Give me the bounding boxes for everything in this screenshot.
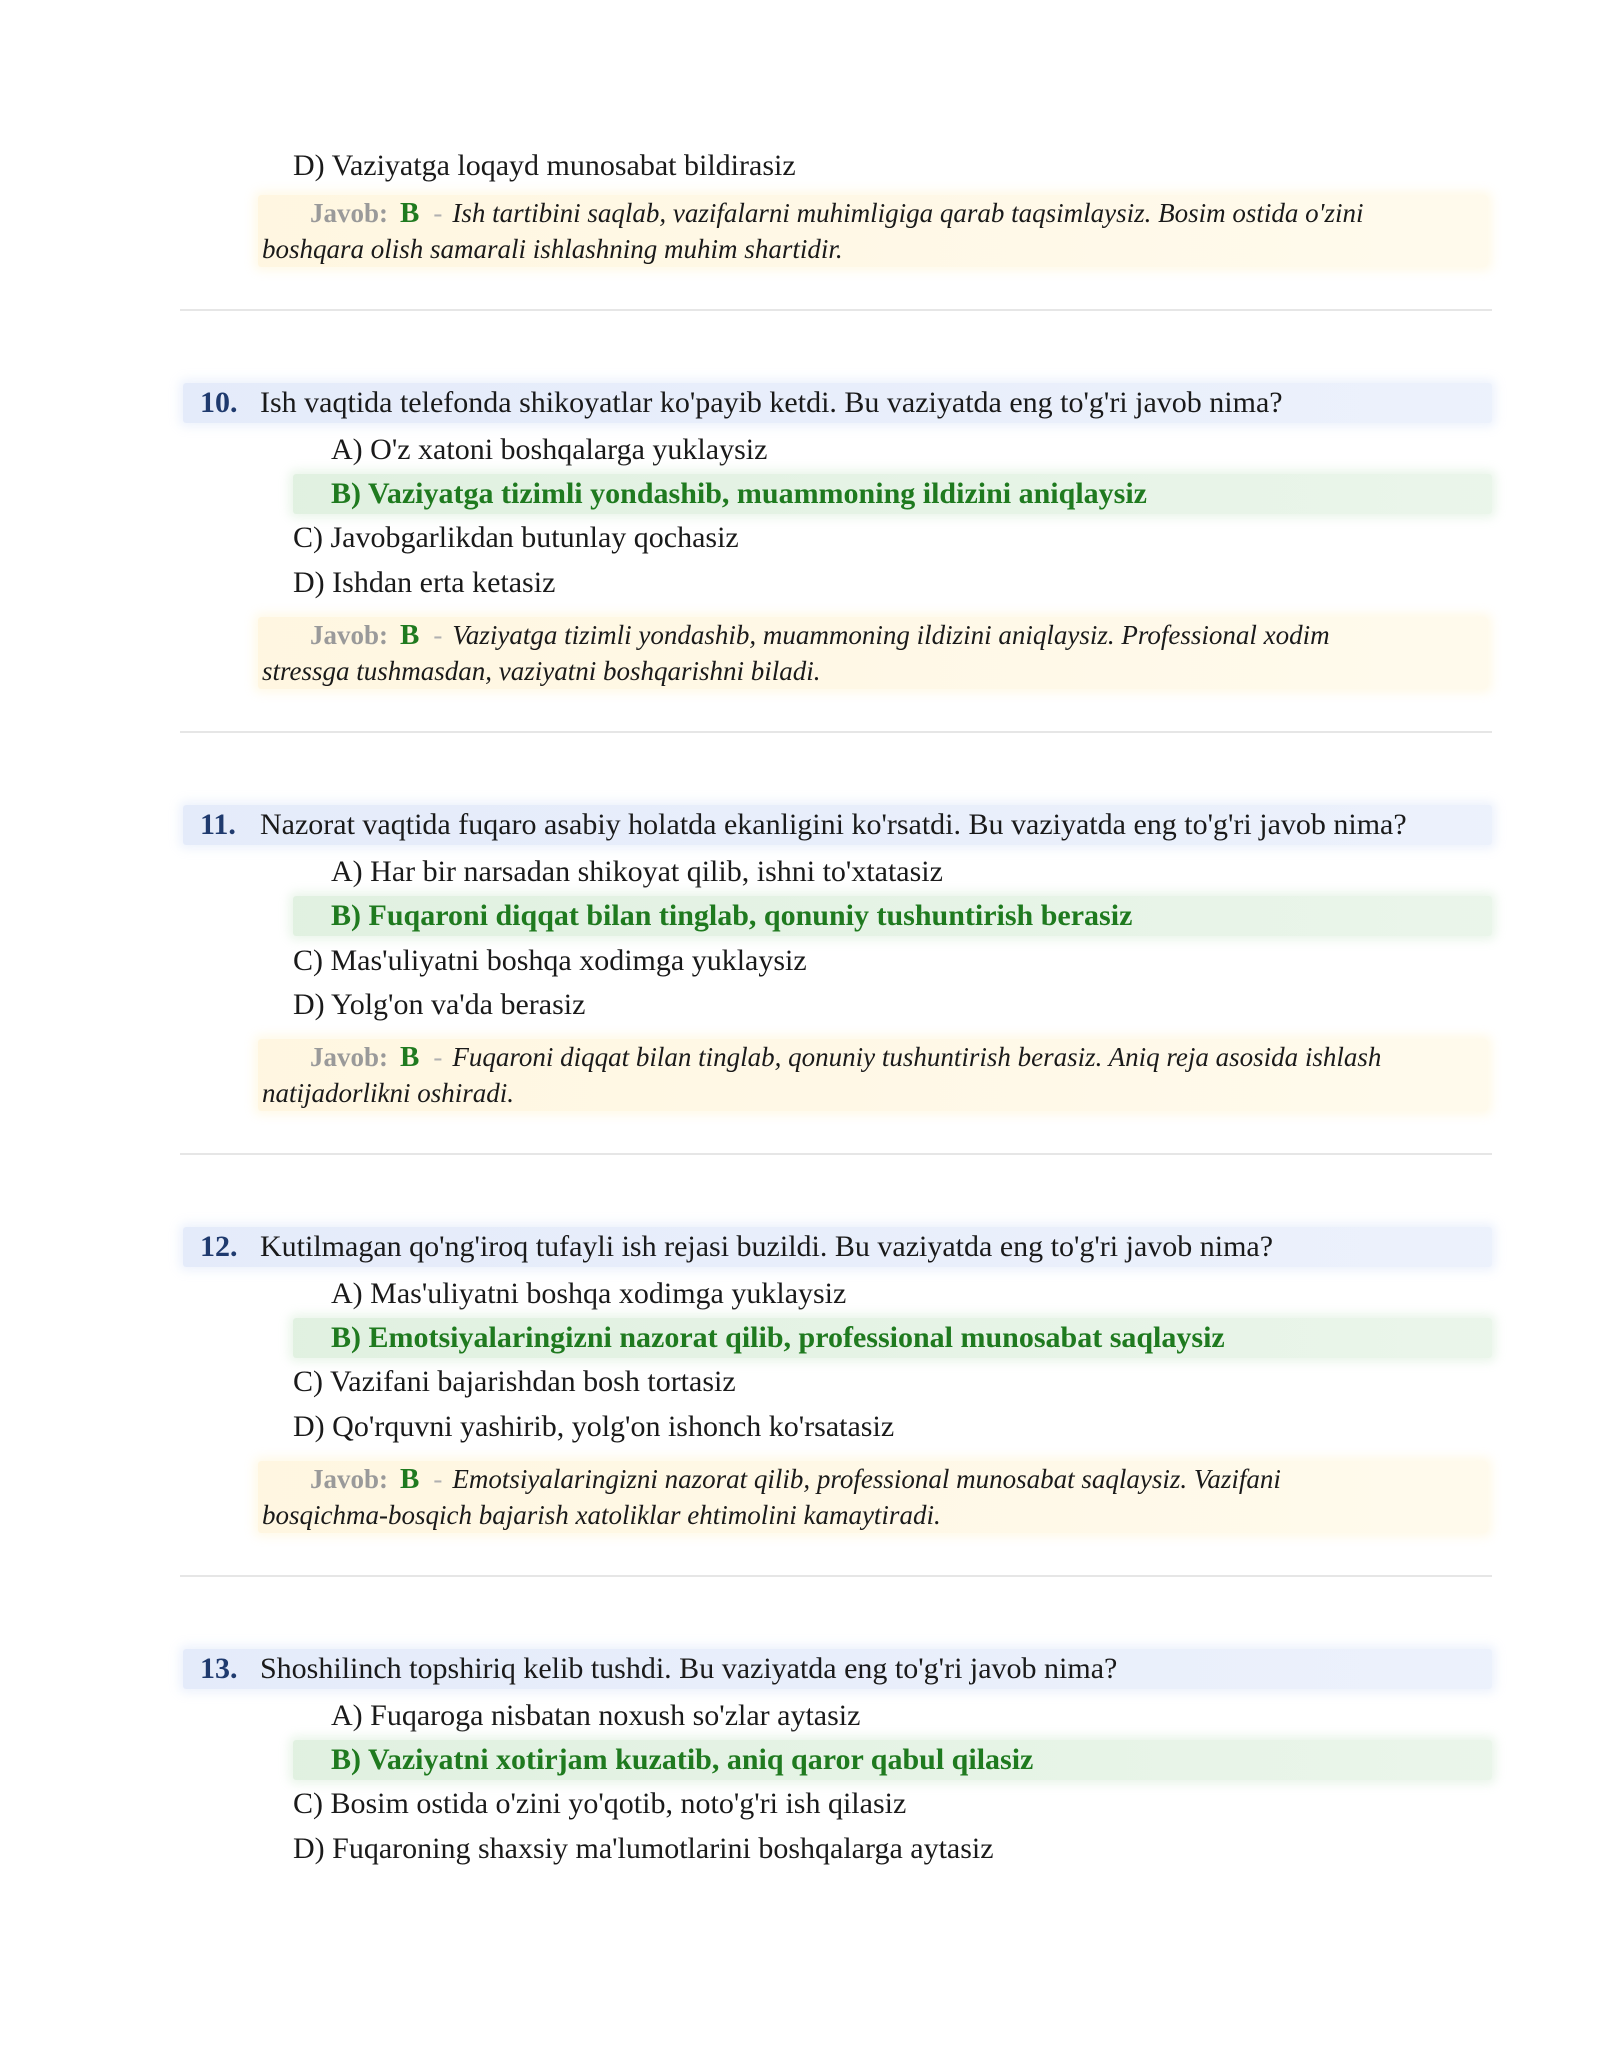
- answer-text-line2: natijadorlikni oshiradi.: [262, 1078, 515, 1108]
- answer-text-line1: Vaziyatga tizimli yondashib, muammoning ildizini aniqlaysiz. Professional xodim: [452, 620, 1330, 650]
- section-divider: [180, 731, 1492, 733]
- answer-dash: -: [433, 620, 443, 650]
- question-text: Nazorat vaqtida fuqaro asabiy holatda ekanligini ko'rsatdi. Bu vaziyatda eng to'g'ri javob nima?: [260, 808, 1407, 841]
- question-number: 11.: [200, 808, 236, 841]
- answer-dash: -: [433, 1042, 443, 1072]
- question-text: Shoshilinch topshiriq kelib tushdi. Bu vaziyatda eng to'g'ri javob nima?: [260, 1652, 1118, 1685]
- section-divider: [180, 309, 1492, 311]
- answer-text-line2: boshqara olish samarali ishlashning muhim shartidir.: [262, 234, 843, 264]
- option-d: D) Vaziyatga loqayd munosabat bildirasiz: [293, 149, 796, 182]
- answer-text-line2: stressga tushmasdan, vaziyatni boshqarishni biladi.: [262, 656, 821, 686]
- answer-label: Javob:: [310, 1464, 389, 1494]
- option-c: C) Javobgarlikdan butunlay qochasiz: [293, 521, 739, 554]
- option-b-correct: B) Vaziyatni xotirjam kuzatib, aniq qaror qabul qilasiz: [293, 1740, 1492, 1780]
- section-divider: [180, 1153, 1492, 1155]
- option-c: C) Vazifani bajarishdan bosh tortasiz: [293, 1365, 736, 1398]
- answer-text-line1: Emotsiyalaringizni nazorat qilib, professional munosabat saqlaysiz. Vazifani: [452, 1464, 1281, 1494]
- answer-explanation: [258, 1039, 1488, 1111]
- answer-text-line1: Fuqaroni diqqat bilan tinglab, qonuniy tushuntirish berasiz. Aniq reja asosida ishlash: [452, 1042, 1382, 1072]
- option-c: C) Bosim ostida o'zini yo'qotib, noto'g'ri ish qilasiz: [293, 1787, 907, 1820]
- option-a: A) Mas'uliyatni boshqa xodimga yuklaysiz: [331, 1277, 847, 1310]
- answer-letter: B: [400, 197, 420, 229]
- answer-text-line2: bosqichma-bosqich bajarish xatoliklar ehtimolini kamaytiradi.: [262, 1500, 941, 1530]
- answer-label: Javob:: [310, 1042, 389, 1072]
- option-d: D) Yolg'on va'da berasiz: [293, 988, 586, 1021]
- answer-label: Javob:: [310, 198, 389, 228]
- question-number: 10.: [200, 386, 238, 419]
- answer-explanation: [258, 617, 1488, 689]
- answer-explanation: [258, 195, 1488, 267]
- option-d: D) Qo'rquvni yashirib, yolg'on ishonch ko'rsatasiz: [293, 1410, 895, 1443]
- question-number: 12.: [200, 1230, 238, 1263]
- option-b-correct: B) Fuqaroni diqqat bilan tinglab, qonuniy tushuntirish berasiz: [293, 896, 1492, 936]
- question-text: Ish vaqtida telefonda shikoyatlar ko'payib ketdi. Bu vaziyatda eng to'g'ri javob nima?: [260, 386, 1283, 419]
- answer-explanation: [258, 1461, 1488, 1533]
- question-number: 13.: [200, 1652, 238, 1685]
- option-b-correct: B) Vaziyatga tizimli yondashib, muammoning ildizini aniqlaysiz: [293, 474, 1492, 514]
- answer-label: Javob:: [310, 620, 389, 650]
- answer-dash: -: [433, 198, 443, 228]
- option-a: A) Har bir narsadan shikoyat qilib, ishni to'xtatasiz: [331, 855, 943, 888]
- answer-dash: -: [433, 1464, 443, 1494]
- answer-letter: B: [400, 619, 420, 651]
- option-c: C) Mas'uliyatni boshqa xodimga yuklaysiz: [293, 944, 807, 977]
- section-divider: [180, 1575, 1492, 1577]
- option-d: D) Ishdan erta ketasiz: [293, 566, 556, 599]
- answer-letter: B: [400, 1041, 420, 1073]
- option-a: A) O'z xatoni boshqalarga yuklaysiz: [331, 433, 768, 466]
- question-text: Kutilmagan qo'ng'iroq tufayli ish rejasi buzildi. Bu vaziyatda eng to'g'ri javob nima?: [260, 1230, 1274, 1263]
- option-a: A) Fuqaroga nisbatan noxush so'zlar aytasiz: [331, 1699, 861, 1732]
- answer-letter: B: [400, 1463, 420, 1495]
- option-b-correct: B) Emotsiyalaringizni nazorat qilib, professional munosabat saqlaysiz: [293, 1318, 1492, 1358]
- answer-text-line1: Ish tartibini saqlab, vazifalarni muhimligiga qarab taqsimlaysiz. Bosim ostida o'zini: [452, 198, 1364, 228]
- option-d: D) Fuqaroning shaxsiy ma'lumotlarini boshqalarga aytasiz: [293, 1832, 994, 1865]
